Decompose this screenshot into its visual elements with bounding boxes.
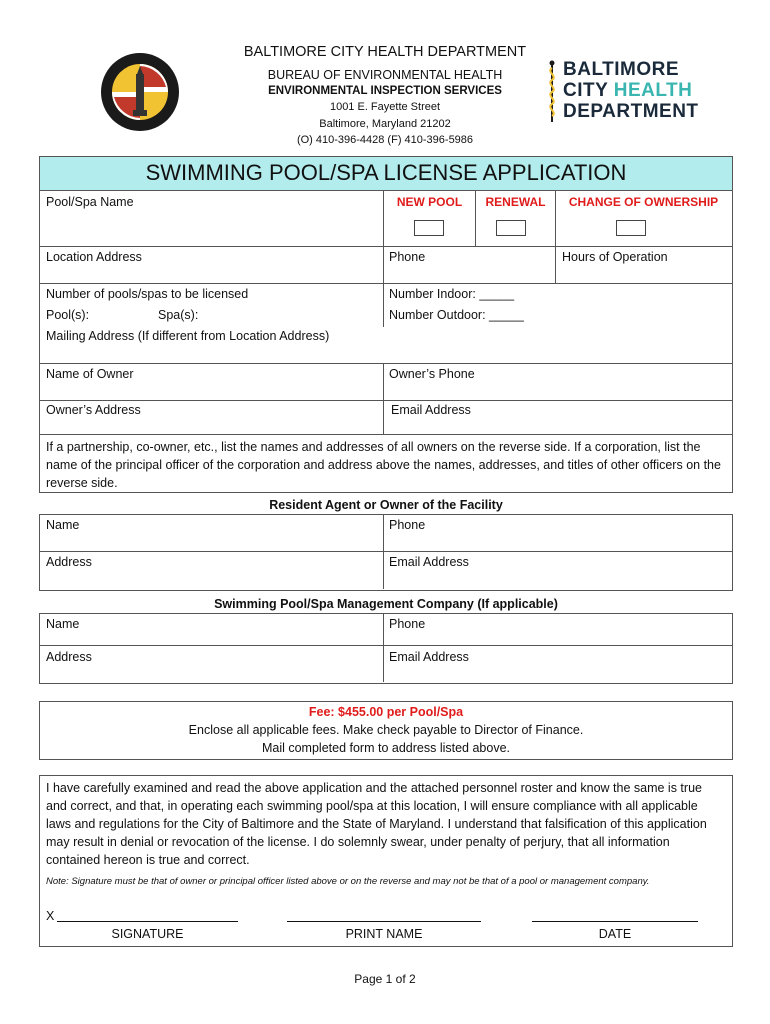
divider xyxy=(40,434,732,435)
agent-heading: Resident Agent or Owner of the Facility xyxy=(269,498,503,512)
caduceus-icon xyxy=(545,60,559,124)
divider xyxy=(40,363,732,364)
owner-name-label: Name of Owner xyxy=(46,367,134,381)
city-address: Baltimore, Maryland 21202 xyxy=(319,118,451,130)
mailing-address-label: Mailing Address (If different from Location Address) xyxy=(46,329,330,343)
divider xyxy=(40,645,732,646)
mgmt-heading: Swimming Pool/Spa Management Company (If applicable) xyxy=(214,597,558,611)
new-pool-label: NEW POOL xyxy=(396,195,463,209)
num-pools-label: Number of pools/spas to be licensed xyxy=(46,287,249,301)
pools-label: Pool(s): xyxy=(46,308,90,322)
divider xyxy=(383,400,384,434)
form-title: SWIMMING POOL/SPA LICENSE APPLICATION xyxy=(145,160,627,185)
owner-phone-label: Owner’s Phone xyxy=(389,367,475,381)
partnership-note: If a partnership, co-owner, etc., list the names and addresses of all owners on the reverse side. If a corporation, list the name of the principal officer of the corporation and address above the names, addresses, and titles of other officers on the reverse side. xyxy=(46,440,721,490)
new-pool-checkbox[interactable] xyxy=(414,220,444,236)
fee-amount: Fee: $455.00 per Pool/Spa xyxy=(308,705,464,719)
divider xyxy=(40,246,732,247)
agent-phone-label: Phone xyxy=(389,518,426,532)
phone-label: Phone xyxy=(389,250,426,264)
owner-email-label: Email Address xyxy=(391,403,471,417)
page-number: Page 1 of 2 xyxy=(354,972,416,986)
change-ownership-checkbox[interactable] xyxy=(616,220,646,236)
divider xyxy=(555,246,556,283)
spas-label: Spa(s): xyxy=(158,308,199,322)
owner-address-label: Owner’s Address xyxy=(46,403,141,417)
divider xyxy=(40,400,732,401)
divider xyxy=(40,551,732,552)
agent-email-label: Email Address xyxy=(389,555,469,569)
mgmt-box xyxy=(39,613,733,684)
divider xyxy=(383,515,384,589)
divider xyxy=(383,614,384,682)
logo-health-word: HEALTH xyxy=(613,80,693,101)
location-address-label: Location Address xyxy=(46,250,142,264)
hours-label: Hours of Operation xyxy=(562,250,668,264)
divider xyxy=(383,246,384,283)
fee-instructions: Enclose all applicable fees. Make check payable to Director of Finance. xyxy=(188,723,584,737)
print-name-line[interactable] xyxy=(287,921,481,922)
agent-name-label: Name xyxy=(46,518,80,532)
num-outdoor-label: Number Outdoor: _____ xyxy=(389,308,524,322)
signature-label: SIGNATURE xyxy=(111,927,184,941)
health-department-logo xyxy=(545,60,705,124)
date-label: DATE xyxy=(598,927,632,941)
signature-line[interactable] xyxy=(57,921,238,922)
phone-fax: (O) 410-396-4428 (F) 410-396-5986 xyxy=(296,134,474,146)
agent-box xyxy=(39,514,733,591)
signature-x-mark: X xyxy=(46,909,55,923)
divider xyxy=(383,283,384,327)
bureau-name: BUREAU OF ENVIRONMENTAL HEALTH xyxy=(267,68,503,82)
logo-line-1: BALTIMORE xyxy=(563,59,680,80)
renewal-label: RENEWAL xyxy=(485,195,546,209)
change-ownership-label: CHANGE OF OWNERSHIP xyxy=(568,195,719,209)
divider xyxy=(383,363,384,400)
mgmt-phone-label: Phone xyxy=(389,617,426,631)
logo-line-2 xyxy=(563,81,692,101)
print-name-label: PRINT NAME xyxy=(345,927,423,941)
date-line[interactable] xyxy=(532,921,698,922)
mgmt-name-label: Name xyxy=(46,617,80,631)
logo-line-3: DEPARTMENT xyxy=(563,101,699,122)
attestation-text: I have carefully examined and read the above application and the attached personnel roster and know the same is true and correct, and that, in operating each swimming pool/spa at this location, I will ensure compliance with all applicable laws and regulations for the City of Baltimore and the State of Maryland. I understand that falsification of this application may result in denial or revocation of the license. I do solemnly swear, under penalty of perjury, that all information contained hereon is true and correct. xyxy=(46,781,707,867)
city-seal-logo xyxy=(100,52,180,132)
mgmt-email-label: Email Address xyxy=(389,650,469,664)
divider xyxy=(40,283,732,284)
logo-city-word: CITY xyxy=(563,80,614,101)
pool-name-label: Pool/Spa Name xyxy=(46,195,134,209)
fee-mail-instructions: Mail completed form to address listed above. xyxy=(261,741,511,755)
mgmt-address-label: Address xyxy=(46,650,92,664)
signature-note: Note: Signature must be that of owner or principal officer listed above or on the reverse and may not be that of a pool or management company. xyxy=(46,876,650,887)
agent-address-label: Address xyxy=(46,555,92,569)
street-address: 1001 E. Fayette Street xyxy=(329,101,441,113)
dept-name: BALTIMORE CITY HEALTH DEPARTMENT xyxy=(243,44,527,60)
division-name: ENVIRONMENTAL INSPECTION SERVICES xyxy=(268,85,502,97)
renewal-checkbox[interactable] xyxy=(496,220,526,236)
num-indoor-label: Number Indoor: _____ xyxy=(389,287,515,301)
